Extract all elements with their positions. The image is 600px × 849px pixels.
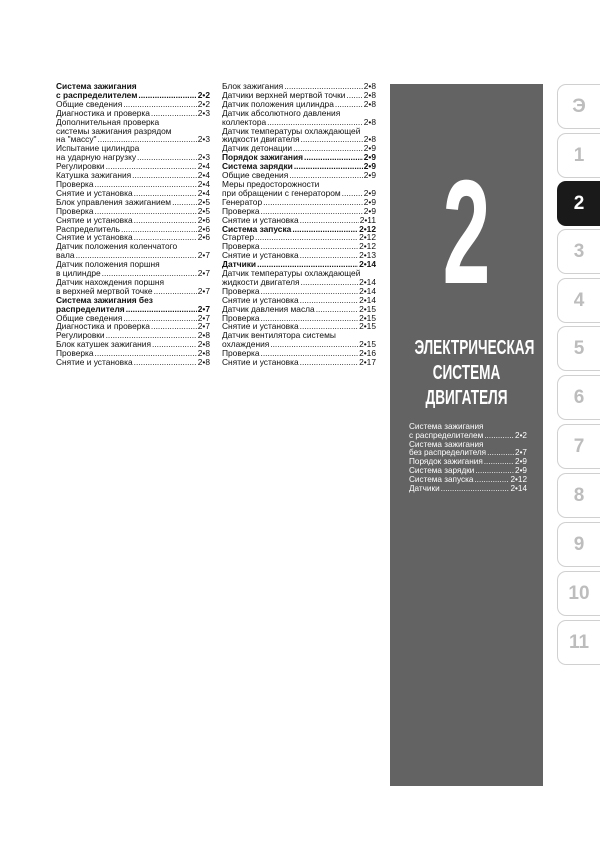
dot-leader — [293, 144, 363, 153]
toc-page-number: 2•8 — [363, 134, 376, 145]
toc-entry-text: Датчик температуры охлаждающей — [222, 268, 361, 279]
dot-leader — [484, 458, 514, 467]
toc-entry-text: Снятие и установка — [56, 214, 133, 225]
dot-leader — [316, 305, 358, 314]
toc-page-number: 2•8 — [363, 116, 376, 127]
dot-leader — [126, 305, 197, 314]
toc-entry-text: Проверка — [222, 205, 260, 216]
toc-page-number: 2•6 — [197, 223, 210, 234]
toc-entry-text: Система зарядки — [409, 465, 475, 475]
toc-entry-text: в верхней мертвой точке — [56, 285, 153, 296]
toc-page-number: 2•7 — [197, 321, 210, 332]
toc-page-number: 2•16 — [359, 348, 376, 359]
dot-leader — [346, 91, 362, 100]
toc-entry-text: Датчик положения коленчатого — [56, 241, 178, 252]
toc-page-number: 2•13 — [359, 250, 376, 261]
chapter-tab-7[interactable]: 7 — [557, 424, 600, 469]
toc-entry-text: Снятие и установка — [56, 232, 133, 243]
toc-page-number: 2•9 — [363, 161, 376, 172]
toc-entry — [222, 331, 376, 349]
toc-entry-text: Датчик давления масла — [222, 303, 315, 314]
dot-leader — [134, 358, 197, 367]
dot-leader — [475, 467, 514, 476]
toc-page-number: 2•6 — [197, 232, 210, 243]
toc-entry-text: Общие сведения — [56, 98, 123, 109]
toc-entry — [56, 144, 210, 162]
dot-leader — [487, 449, 514, 458]
toc-entry-text: Общие сведения — [222, 170, 289, 181]
toc-entry — [56, 278, 210, 296]
toc-right-column — [222, 82, 376, 367]
toc-entry-text: Датчик вентилятора системы — [222, 330, 336, 341]
toc-entry — [56, 242, 210, 260]
toc-entry-text: Регулировки — [56, 161, 105, 172]
toc-entry-text: Меры предосторожности — [222, 178, 320, 189]
toc-entry-text: Стартер — [222, 232, 254, 243]
toc-entry — [222, 127, 376, 145]
toc-entry-text: Снятие и установка — [222, 250, 299, 261]
chapter-title-line-2: СИСТЕМА — [432, 362, 501, 384]
toc-page-number: 2•9 — [515, 465, 527, 475]
dot-leader — [263, 198, 363, 207]
toc-entry — [222, 180, 376, 198]
toc-entry-text: при обращении с генератором — [222, 187, 341, 198]
dot-leader — [301, 278, 359, 287]
toc-page-number: 2•15 — [359, 303, 376, 314]
toc-entry-text: Проверка — [56, 178, 94, 189]
toc-page-number: 2•8 — [197, 357, 210, 368]
toc-entry-text: Система зажигания — [56, 81, 137, 91]
toc-entry-text: Датчик детонации — [222, 143, 293, 154]
dot-leader — [484, 432, 514, 441]
toc-page-number: 2•7 — [197, 303, 210, 314]
toc-entry — [409, 485, 527, 494]
toc-entry-text: Проверка — [56, 205, 94, 216]
toc-page-number: 2•3 — [197, 134, 210, 145]
toc-entry-text: Блок катушек зажигания — [56, 339, 151, 350]
toc-page-number: 2•7 — [515, 448, 527, 458]
toc-entry-text: коллектора — [222, 116, 267, 127]
toc-page-number: 2•11 — [359, 214, 376, 225]
toc-page-number: 2•8 — [197, 330, 210, 341]
toc-entry-text: распределителя — [56, 303, 125, 314]
toc-page-number: 2•15 — [359, 339, 376, 350]
toc-entry-text: Проверка — [222, 241, 260, 252]
toc-entry — [222, 269, 376, 287]
toc-entry-text: Снятие и установка — [56, 187, 133, 198]
dot-leader — [137, 153, 197, 162]
toc-page-number: 2•9 — [363, 205, 376, 216]
chapter-tab-5[interactable]: 5 — [557, 326, 600, 371]
toc-entry — [56, 118, 210, 145]
toc-page-number: 2•17 — [359, 357, 376, 368]
toc-entry-text: Снятие и установка — [222, 321, 299, 332]
toc-entry-text: Датчики верхней мертвой точки — [222, 89, 346, 100]
toc-page-number: 2•4 — [197, 170, 210, 181]
toc-entry-text: Система зажигания без — [56, 294, 153, 305]
toc-entry-text: Снятие и установка — [222, 214, 299, 225]
toc-page-number: 2•14 — [359, 294, 376, 305]
toc-entry-text: Датчик положения цилиндра — [222, 98, 334, 109]
toc-entry-text: с распределителем — [56, 89, 138, 100]
chapter-tab-6[interactable]: 6 — [557, 375, 600, 420]
toc-entry — [222, 109, 376, 127]
chapter-title-line-3: ДВИГАТЕЛЯ — [425, 387, 508, 409]
toc-page-number: 2•9 — [515, 457, 527, 467]
toc-entry-text: Датчик температуры охлаждающей — [222, 125, 361, 136]
toc-page-number: 2•5 — [197, 196, 210, 207]
toc-entry — [409, 441, 527, 459]
toc-entry-text: Проверка — [222, 348, 260, 359]
toc-page-number: 2•4 — [197, 161, 210, 172]
toc-page-number: 2•9 — [363, 196, 376, 207]
toc-page-number: 2•6 — [197, 214, 210, 225]
toc-page-number: 2•4 — [197, 187, 210, 198]
toc-page-number: 2•12 — [510, 474, 527, 484]
toc-entry — [222, 358, 376, 367]
toc-entry-text: Проверка — [222, 285, 260, 296]
toc-entry-text: Порядок зажигания — [222, 152, 304, 163]
toc-entry — [56, 260, 210, 278]
toc-entry-text: Система запуска — [222, 223, 292, 234]
toc-page-number: 2•12 — [359, 232, 376, 243]
toc-entry-text: Снятие и установка — [56, 357, 133, 368]
chapter-tab-8[interactable]: 8 — [557, 473, 600, 518]
toc-entry-text: жидкости двигателя — [222, 134, 300, 145]
dot-leader — [151, 322, 197, 331]
toc-entry-text: Диагностика и проверка — [56, 321, 150, 332]
toc-page-number: 2•7 — [197, 285, 210, 296]
dot-leader — [304, 153, 363, 162]
toc-entry-text: на ударную нагрузку — [56, 152, 137, 163]
toc-entry-text: Распределитель — [56, 223, 121, 234]
toc-entry-text: с распределителем — [409, 430, 484, 440]
toc-page-number: 2•8 — [197, 339, 210, 350]
dot-leader — [154, 287, 197, 296]
toc-entry-text: Датчики — [222, 259, 257, 270]
chapter-tab-3[interactable]: 3 — [557, 229, 600, 274]
toc-page-number: 2•8 — [363, 81, 376, 91]
chapter-tab-4[interactable]: 4 — [557, 278, 600, 323]
toc-page-number: 2•14 — [359, 259, 376, 270]
toc-page-number: 2•12 — [359, 241, 376, 252]
toc-entry-text: Диагностика и проверка — [56, 107, 150, 118]
toc-entry-text: Блок управления зажиганием — [56, 196, 172, 207]
toc-entry-text: Система зажигания — [409, 439, 484, 449]
chapter-tab-11[interactable]: 11 — [557, 620, 600, 665]
toc-entry-text: в цилиндре — [56, 268, 101, 279]
toc-page-number: 2•12 — [359, 223, 376, 234]
dot-leader — [152, 340, 197, 349]
toc-page-number: 2•4 — [197, 178, 210, 189]
toc-page-number: 2•8 — [197, 348, 210, 359]
toc-page-number: 2•14 — [510, 483, 527, 493]
toc-page-number: 2•5 — [197, 205, 210, 216]
toc-page-number: 2•15 — [359, 312, 376, 323]
chapter-tab-2[interactable]: 2 — [557, 181, 600, 226]
toc-entry-text: на "массу" — [56, 134, 97, 145]
toc-entry — [409, 423, 527, 441]
toc-page-number: 2•2 — [515, 430, 527, 440]
toc-page-number: 2•7 — [197, 268, 210, 279]
toc-entry-text: Блок зажигания — [222, 81, 284, 91]
toc-entry-text: Система запуска — [409, 474, 474, 484]
toc-page-number: 2•3 — [197, 107, 210, 118]
toc-entry-text: вала — [56, 250, 75, 261]
toc-entry-text: Генератор — [222, 196, 263, 207]
toc-entry-text: жидкости двигателя — [222, 276, 300, 287]
toc-page-number: 2•14 — [359, 285, 376, 296]
toc-entry-text: Дополнительная проверка — [56, 116, 160, 127]
dot-leader — [441, 485, 510, 494]
toc-entry-text: Датчик положения поршня — [56, 259, 160, 270]
toc-entry-text: без распределителя — [409, 448, 487, 458]
dot-leader — [132, 171, 197, 180]
chapter-title — [390, 336, 543, 411]
toc-page-number: 2•9 — [363, 152, 376, 163]
toc-entry-text: Снятие и установка — [222, 357, 299, 368]
toc-entry-text: Катушка зажигания — [56, 170, 132, 181]
toc-page-number: 2•9 — [363, 187, 376, 198]
chapter-tab-10[interactable]: 10 — [557, 571, 600, 616]
toc-entry-text: Проверка — [222, 312, 260, 323]
toc-left-column — [56, 82, 210, 367]
dot-leader — [300, 216, 359, 225]
toc-page-number: 2•14 — [359, 276, 376, 287]
toc-entry-text: Регулировки — [56, 330, 105, 341]
toc-entry-text: Порядок зажигания — [409, 457, 483, 467]
chapter-number: 2 — [442, 150, 491, 315]
dot-leader — [138, 91, 196, 100]
toc-entry-text: Датчики — [409, 483, 440, 493]
toc-entry-text: Система зарядки — [222, 161, 293, 172]
dot-leader — [294, 162, 363, 171]
toc-page-number: 2•7 — [197, 312, 210, 323]
toc-page-number: 2•15 — [359, 321, 376, 332]
chapter-tab-Э[interactable]: Э — [557, 84, 600, 129]
dot-leader — [474, 476, 509, 485]
toc-entry-text: Система зажигания — [409, 422, 484, 431]
toc-entry-text: Датчик нахождения поршня — [56, 276, 164, 287]
toc-entry-text: охлаждения — [222, 339, 270, 350]
toc-page-number: 2•2 — [197, 98, 210, 109]
chapter-summary-toc — [409, 423, 527, 493]
dot-leader — [300, 358, 358, 367]
toc-page-number: 2•9 — [363, 170, 376, 181]
toc-page-number: 2•8 — [363, 98, 376, 109]
chapter-tab-9[interactable]: 9 — [557, 522, 600, 567]
dot-leader — [172, 198, 197, 207]
toc-entry-text: Датчик абсолютного давления — [222, 107, 341, 118]
dot-leader — [342, 189, 363, 198]
chapter-tab-1[interactable]: 1 — [557, 133, 600, 178]
toc-page-number: 2•7 — [197, 250, 210, 261]
toc-page-number: 2•3 — [197, 152, 210, 163]
toc-page-number: 2•8 — [363, 89, 376, 100]
toc-page-number: 2•9 — [363, 143, 376, 154]
toc-page-number: 2•2 — [197, 89, 210, 100]
chapter-title-line-1: ЭЛЕКТРИЧЕСКАЯ — [414, 337, 535, 359]
toc-entry-text: Снятие и установка — [222, 294, 299, 305]
toc-entry-text: Проверка — [56, 348, 94, 359]
dot-leader — [255, 233, 358, 242]
chapter-panel — [390, 84, 543, 786]
dot-leader — [301, 135, 363, 144]
toc-entry-text: Испытание цилиндра — [56, 143, 140, 154]
toc-entry-text: системы зажигания разрядом — [56, 125, 172, 136]
dot-leader — [134, 216, 197, 225]
dot-leader — [300, 251, 358, 260]
toc-entry — [56, 358, 210, 367]
dot-leader — [292, 225, 358, 234]
dot-leader — [270, 340, 358, 349]
toc-entry-text: Общие сведения — [56, 312, 123, 323]
